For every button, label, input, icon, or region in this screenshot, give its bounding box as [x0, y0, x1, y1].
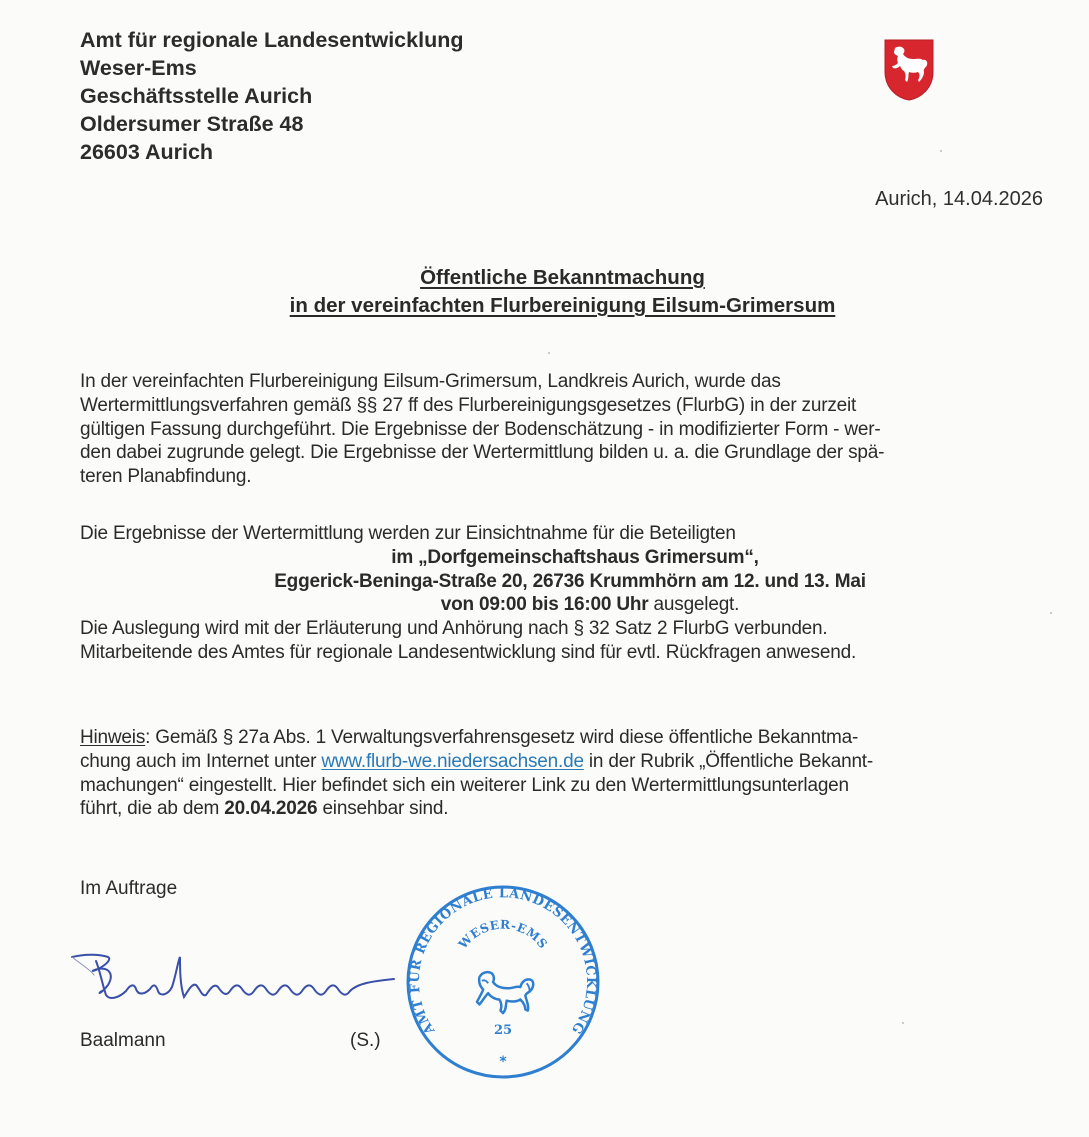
- notice-line-2: [80, 750, 1060, 774]
- display-time-line: [80, 593, 1060, 617]
- display-intro: Die Ergebnisse der Wertermittlung werden zur Einsichtnahme für die Beteiligten: [80, 523, 736, 544]
- sender-line-organization: Amt für regionale Landesentwicklung: [80, 28, 464, 52]
- display-time: von 09:00 bis 16:00 Uhr: [440, 594, 649, 616]
- notice-text-4-post: einsehbar sind.: [317, 798, 449, 820]
- notice-text-2-pre: chung auch im Internet unter: [80, 750, 322, 772]
- closing-phrase: Im Auftrage: [80, 878, 178, 899]
- stamp-inner-text: WESER-EMS: [455, 917, 551, 952]
- display-address-dates: Eggerick-Beninga-Straße 20, 26736 Krummhörn am 12. und 13. Mai: [274, 570, 866, 592]
- paragraph-line: Wertermittlungsverfahren gemäß §§ 27 ff des Flurbereinigungsgesetzes (FlurbG) in der zurzeit: [80, 394, 857, 416]
- notice-colon: :: [145, 727, 151, 748]
- notice-line-1: [80, 726, 1060, 750]
- paragraph-line: teren Planabfindung.: [80, 466, 252, 488]
- signatory-name: Baalmann: [80, 1030, 166, 1051]
- notice-label: Hinweis: [80, 727, 146, 748]
- notice-text-4-pre: führt, die ab dem: [80, 798, 225, 820]
- stamp-star-icon: *: [499, 1054, 507, 1070]
- display-hearing-line: Die Auslegung wird mit der Erläuterung und Anhörung nach § 32 Satz 2 FlurbG verbunden.: [80, 618, 828, 640]
- title-line-1: Öffentliche Bekanntmachung: [420, 266, 705, 289]
- announcement-title: [0, 264, 1089, 320]
- paragraph-valuation-procedure: [80, 370, 1060, 489]
- notice-text-1: Gemäß § 27a Abs. 1 Verwaltungsverfahrensgesetz wird diese öffentliche Bekanntma-: [150, 727, 859, 748]
- document-date: Aurich, 14.04.2026: [875, 188, 1043, 210]
- notice-line-4: [80, 797, 1060, 821]
- scan-speck: [1050, 612, 1052, 614]
- display-location: im „Dorfgemeinschaftshaus Grimersum“,: [391, 546, 759, 568]
- display-staff-line: Mitarbeitende des Amtes für regionale Landesentwicklung sind für evtl. Rückfragen anwesend.: [80, 641, 857, 663]
- title-line-2: in der vereinfachten Flurbereinigung Eilsum-Grimersum: [289, 294, 836, 317]
- scan-speck: [902, 1022, 904, 1024]
- availability-date: 20.04.2026: [224, 798, 318, 820]
- sender-line-region: Weser-Ems: [80, 56, 197, 80]
- paragraph-line: gültigen Fassung durchgeführt. Die Ergebnisse der Bodenschätzung - in modifizierter Form - wer-: [80, 418, 881, 440]
- scan-speck: [940, 150, 942, 152]
- paragraph-notice: [80, 726, 1060, 821]
- seal-note: (S.): [350, 1030, 381, 1051]
- paragraph-line: den dabei zugrunde gelegt. Die Ergebnisse der Wertermittlung bilden u. a. die Grundlage der spä-: [80, 442, 885, 464]
- website-link[interactable]: www.flurb-we.niedersachsen.de: [321, 750, 584, 772]
- notice-text-2-post: in der Rubrik „Öffentliche Bekannt-: [583, 750, 874, 772]
- sender-line-city: 26603 Aurich: [80, 140, 214, 164]
- handwritten-signature-icon: [68, 945, 398, 1015]
- display-time-suffix: ausgelegt.: [648, 594, 740, 616]
- stamp-horse-shape: [477, 972, 533, 1013]
- notice-line-3: machungen“ eingestellt. Hier befindet sich ein weiterer Link zu den Wertermittlungsunterlagen: [80, 774, 849, 796]
- lower-saxony-horse-coat-of-arms-icon: [883, 38, 935, 102]
- stamp-outer-text: AMT FÜR REGIONALE LANDESENTWICKLUNG: [407, 886, 599, 1037]
- paragraph-line: In der vereinfachten Flurbereinigung Eilsum-Grimersum, Landkreis Aurich, wurde das: [80, 371, 781, 392]
- stamp-number: 25: [493, 1023, 513, 1038]
- sender-line-office: Geschäftsstelle Aurich: [80, 84, 313, 108]
- paragraph-public-display: [80, 522, 1060, 665]
- sender-address: [80, 26, 463, 166]
- horse-seal-icon: [405, 884, 601, 1080]
- scan-speck: [548, 352, 550, 354]
- sender-line-street: Oldersumer Straße 48: [80, 112, 304, 136]
